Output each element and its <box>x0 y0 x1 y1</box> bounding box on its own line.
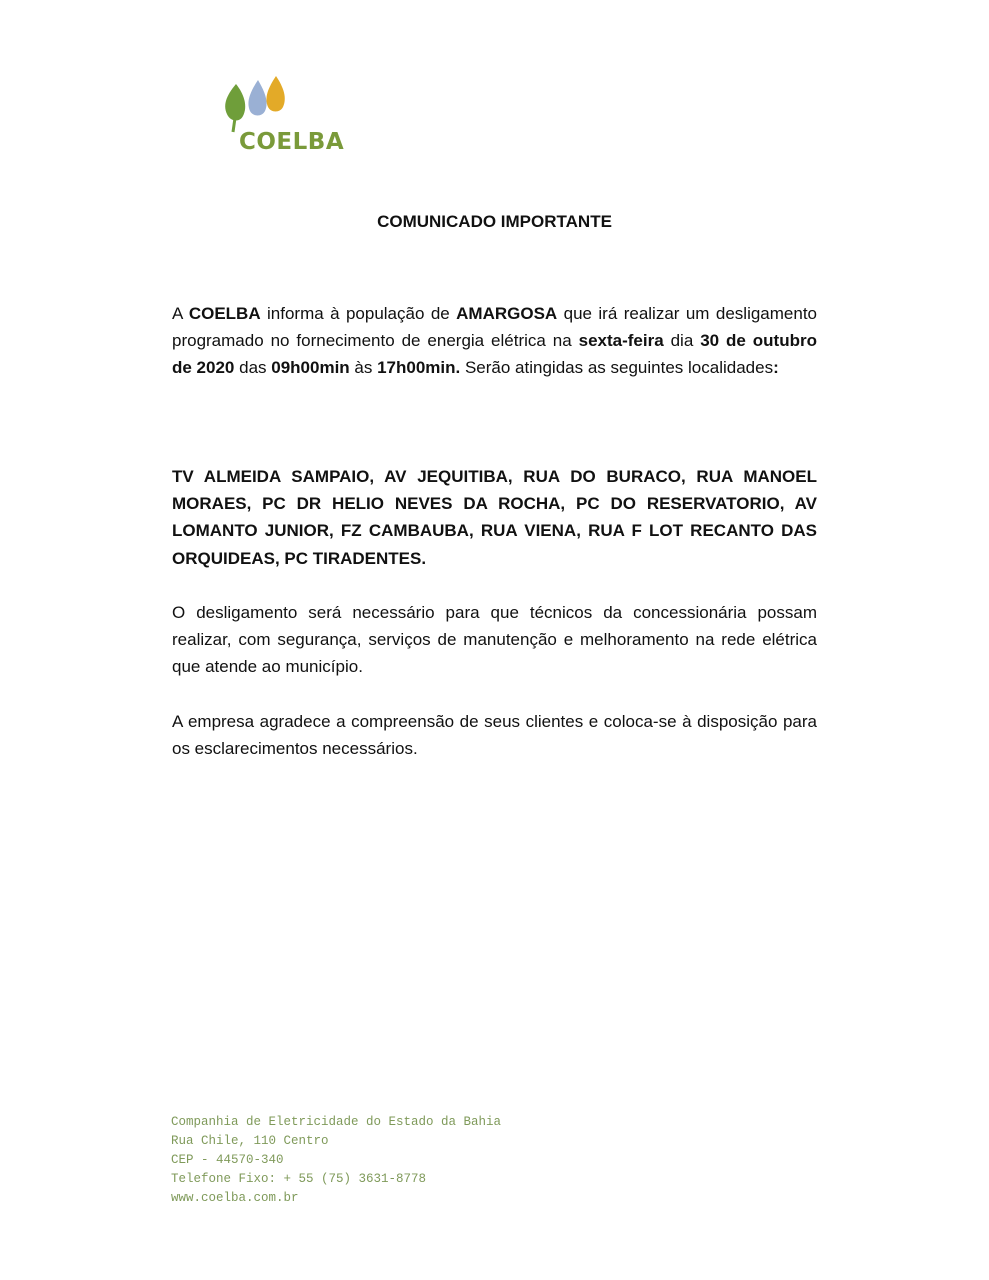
logo-wordmark: COELBA <box>239 129 345 155</box>
coelba-drops-icon <box>222 76 292 134</box>
blue-drop-icon <box>248 80 266 116</box>
footer-cep: CEP - 44570-340 <box>171 1153 284 1167</box>
footer-website: www.coelba.com.br <box>171 1191 299 1205</box>
coelba-logo <box>220 76 350 158</box>
closing-paragraph: A empresa agradece a compreensão de seus clientes e coloca-se à disposição para os esclarecimentos necessários. <box>172 712 817 759</box>
footer-company: Companhia de Eletricidade do Estado da Bahia <box>171 1115 502 1129</box>
footer-contact <box>171 1113 501 1208</box>
page-title: COMUNICADO IMPORTANTE <box>377 212 612 231</box>
footer-address: Rua Chile, 110 Centro <box>171 1134 329 1148</box>
footer-phone: Telefone Fixo: + 55 (75) 3631-8778 <box>171 1172 427 1186</box>
reason-paragraph: O desligamento será necessário para que técnicos da concessionária possam realizar, com segurança, serviços de manutenção e melhoramento na rede elétrica que atende ao município. <box>172 603 817 677</box>
green-leaf-icon <box>225 84 245 121</box>
yellow-flame-icon <box>266 76 284 112</box>
affected-localities: TV ALMEIDA SAMPAIO, AV JEQUITIBA, RUA DO BURACO, RUA MANOEL MORAES, PC DR HELIO NEVES DA ROCHA, PC DO RESERVATORIO, AV LOMANTO JUNIOR, FZ CAMBAUBA, RUA VIENA, RUA F LOT RECANTO DAS ORQUIDEAS, PC TIRADENTES. <box>172 467 817 568</box>
announcement-paragraph: A COELBA informa à população de AMARGOSA que irá realizar um desligamento programado no fornecimento de energia elétrica na sexta-feira dia 30 de outubro de 2020 das 09h00min às 17h00min. Serão atingidas as seguintes localidades: <box>172 304 817 378</box>
